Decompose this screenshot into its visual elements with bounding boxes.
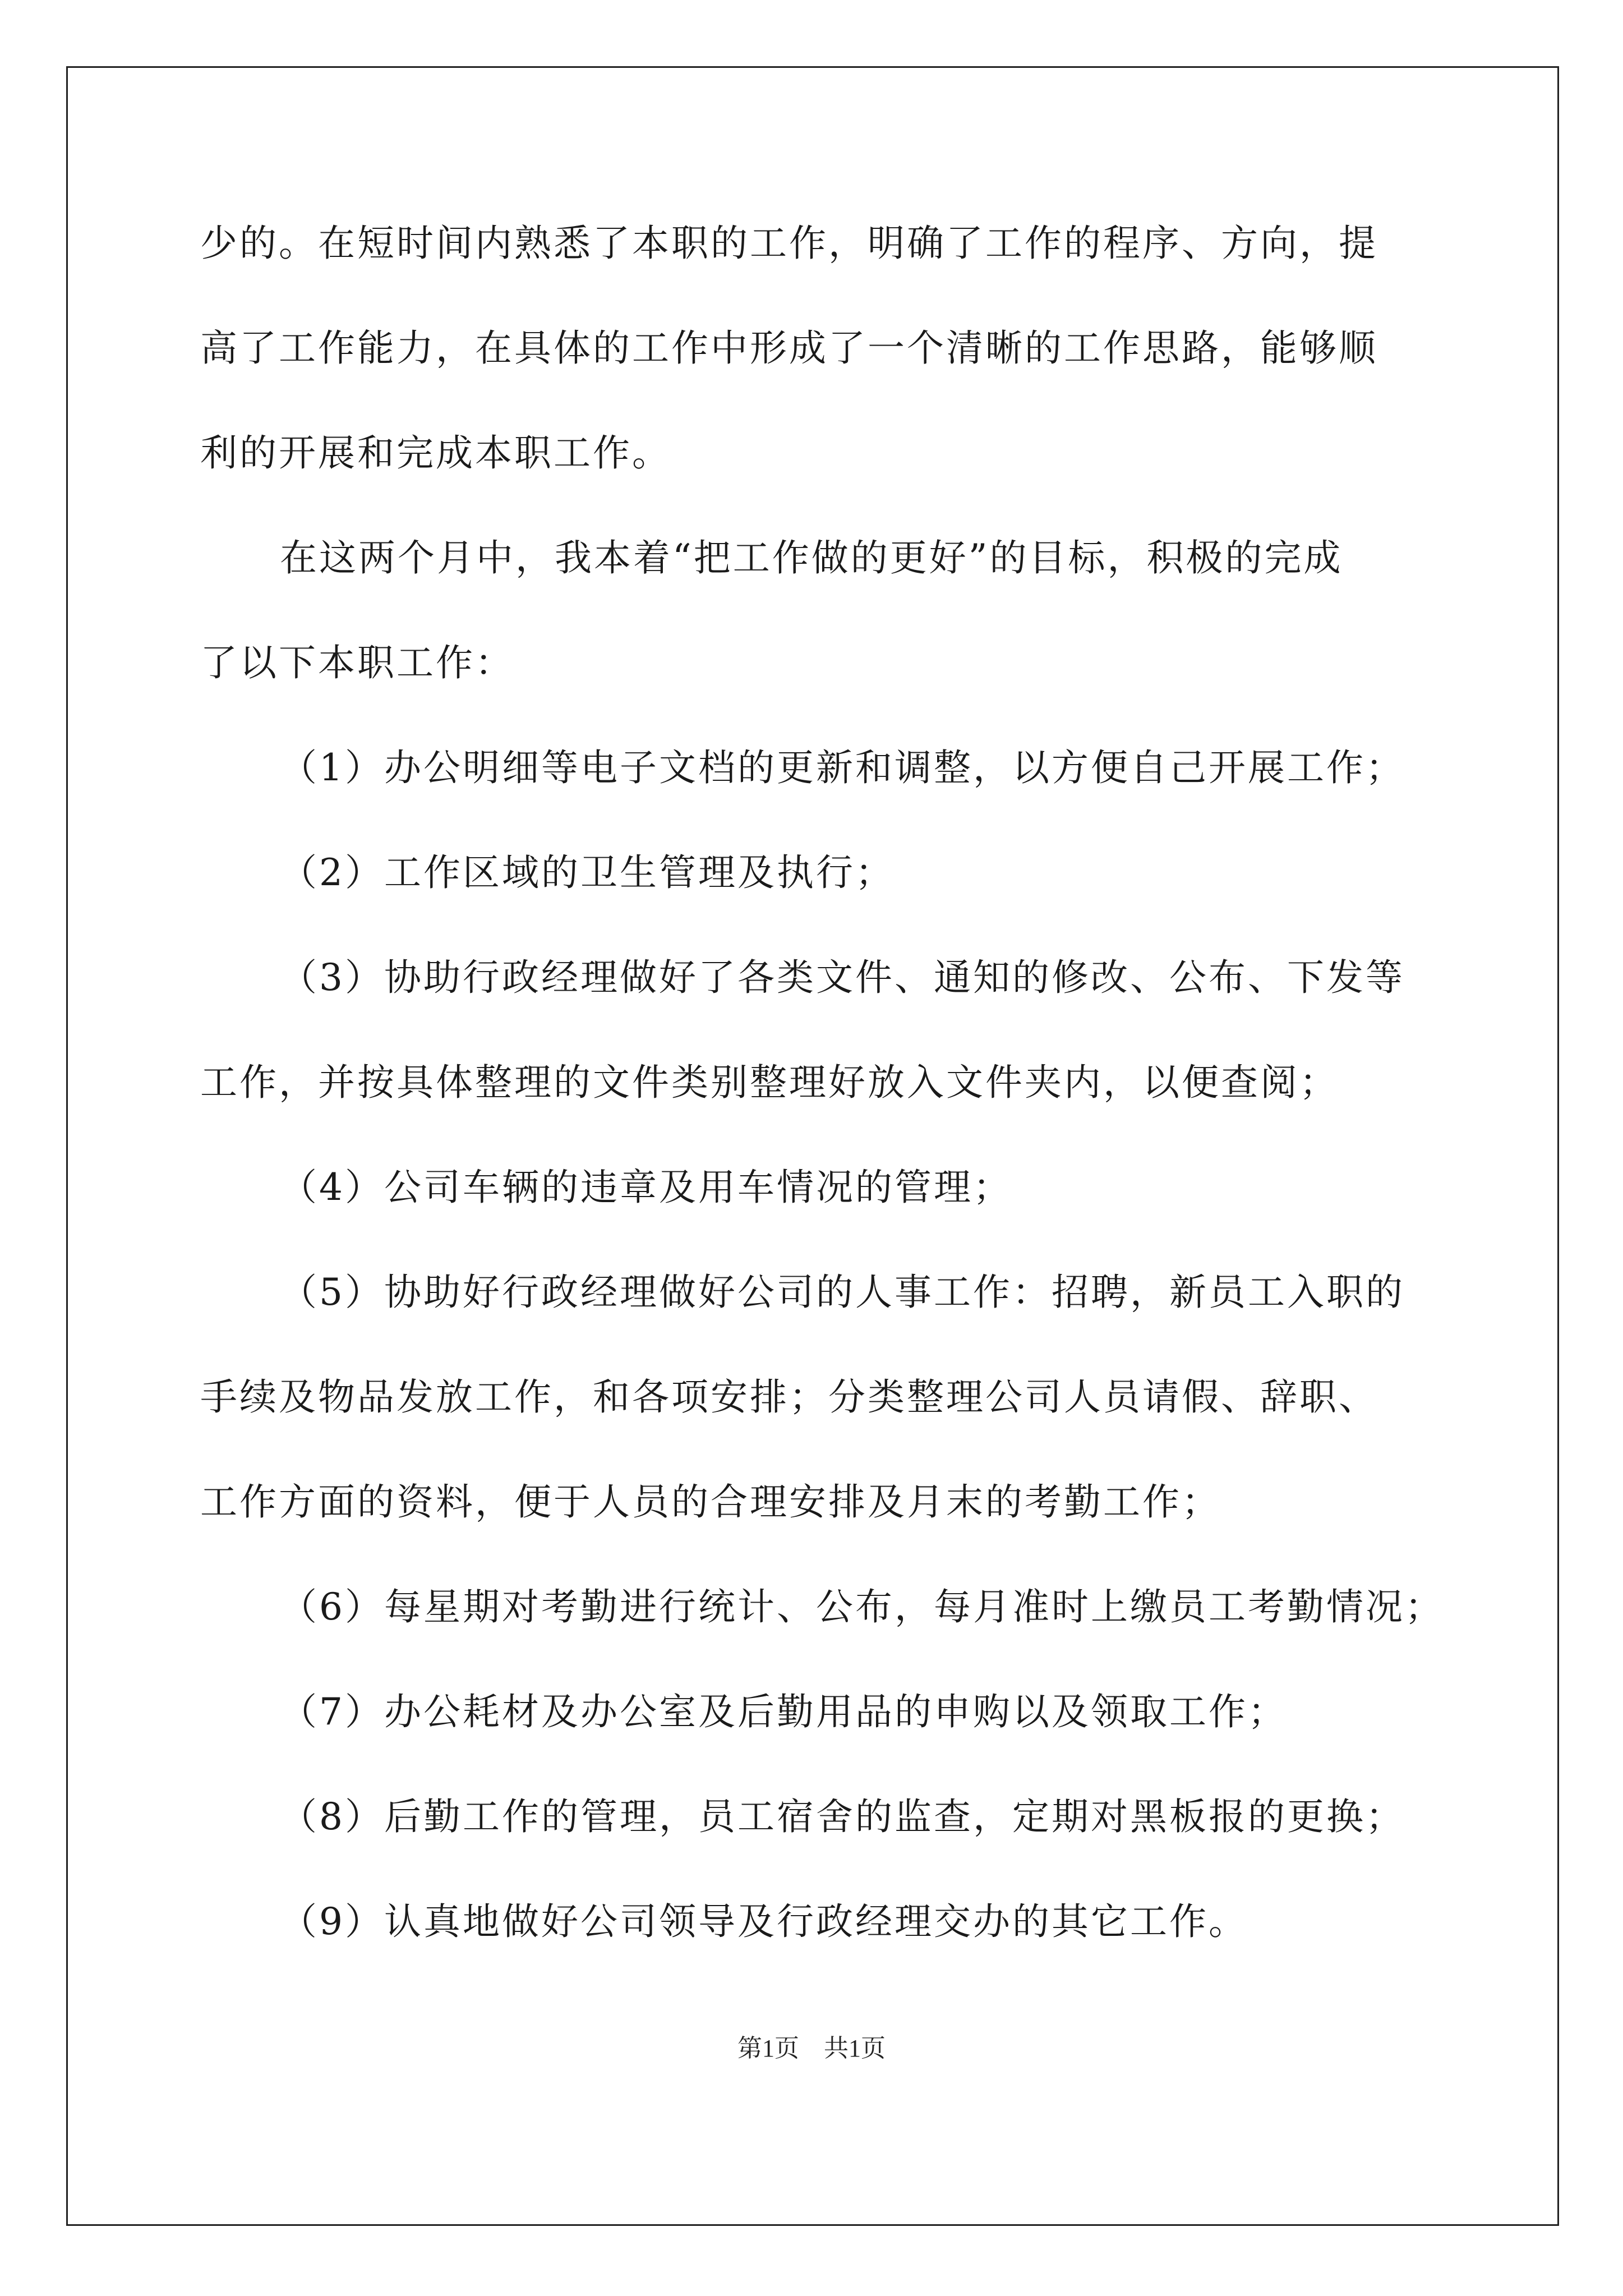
list-item: （8）后勤工作的管理，员工宿舍的监查，定期对黑板报的更换；	[280, 1795, 1405, 1838]
list-item: （5）协助好行政经理做好公司的人事工作：招聘，新员工入职的	[280, 1271, 1405, 1314]
list-item: （4）公司车辆的违章及用车情况的管理；	[280, 1166, 1012, 1209]
text-line: 手续及物品发放工作，和各项安排；分类整理公司人员请假、辞职、	[200, 1375, 1378, 1419]
text-line: 少的。在短时间内熟悉了本职的工作，明确了工作的程序、方向，提	[200, 222, 1378, 265]
text-line: 利的开展和完成本职工作。	[200, 431, 671, 475]
list-item: （6）每星期对考勤进行统计、公布，每月准时上缴员工考勤情况；	[280, 1585, 1444, 1628]
text-line: 工作方面的资料，便于人员的合理安排及月末的考勤工作；	[200, 1480, 1221, 1524]
text-line: 工作，并按具体整理的文件类别整理好放入文件夹内，以便查阅；	[200, 1061, 1339, 1104]
text-line: 在这两个月中，我本着“把工作做的更好”的目标，积极的完成	[280, 536, 1343, 579]
list-item: （3）协助行政经理做好了各类文件、通知的修改、公布、下发等	[280, 956, 1405, 999]
text-line: 了以下本职工作：	[200, 641, 514, 684]
list-item: （1）办公明细等电子文档的更新和调整，以方便自己开展工作；	[280, 746, 1405, 789]
list-item: （2）工作区域的卫生管理及执行；	[280, 851, 895, 894]
text-line: 高了工作能力，在具体的工作中形成了一个清晰的工作思路，能够顺	[200, 326, 1378, 370]
list-item: （9）认真地做好公司领导及行政经理交办的其它工作。	[280, 1900, 1248, 1943]
page-number-footer: 第1页 共1页	[737, 2035, 886, 2062]
list-item: （7）办公耗材及办公室及后勤用品的申购以及领取工作；	[280, 1690, 1287, 1733]
